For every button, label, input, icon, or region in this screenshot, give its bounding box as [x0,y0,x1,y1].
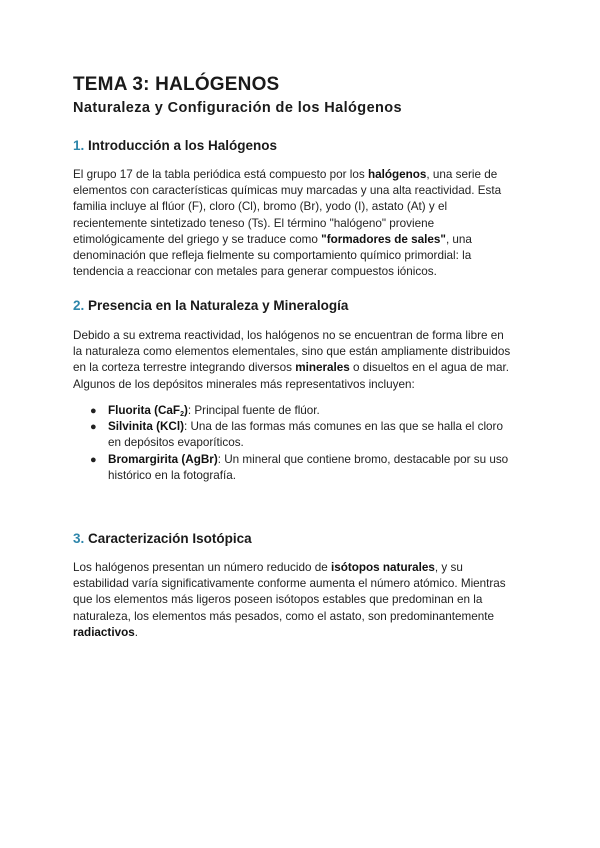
list-item: ● Bromargirita (AgBr): Un mineral que contiene bromo, destacable por su uso histórico en la fotografía. [90,452,509,482]
section-2-heading [73,297,348,315]
section-1-title: Introducción a los Halógenos [88,138,278,153]
bold-formadores: "formadores de sales" [321,232,446,246]
section-3-heading [73,530,252,548]
section-2-paragraph: Debido a su extrema reactividad, los halógenos no se encuentran de forma libre en la naturaleza como elementos elementales, sino que están ampliamente distribuidos en la corteza terrestre integrando diversos minerales o disueltos en el agua de mar. Algunos de los depósitos minerales más representativos incluyen: [73,329,511,391]
bullet-icon: ● [90,453,97,466]
bold-halogenos: halógenos [367,168,427,181]
section-3-paragraph: Los halógenos presentan un número reducido de isótopos naturales, y su estabilidad varía significativamente conforme aumenta el número atómico. Mientras que los elementos más ligeros poseen isótopos estables que predominan en la naturaleza, los elementos más pesados, como el astato, son predominantemente radiactivos. [73,561,506,639]
bold-radiactivos: radiactivos [73,625,135,639]
bold-isotopos: isótopos naturales [330,561,435,574]
page-subtitle: Naturaleza y Configuración de los Halógenos [73,100,403,116]
minerals-list [90,403,530,484]
section-3-number: 3. [73,531,85,546]
section-1-heading [73,137,277,155]
bullet-icon: ● [90,421,97,434]
section-1-paragraph: El grupo 17 de la tabla periódica está compuesto por los halógenos, una serie de elementos con características químicas muy marcadas y una alta reactividad. Esta familia incluye al flúor (F), cloro (Cl), bromo (Br), yodo (I), astato (At) y el recientemente sintetizado teneso (Ts). El término "halógeno" proviene etimológicamente del griego y se traduce como "formadores de sales", una denominación que refleja fielmente su comportamiento químico primordial: la tendencia a reaccionar con metales para generar compuestos iónicos. [73,168,502,279]
list-item: ● Fluorita (CaF$_2$): Principal fuente de flúor. [90,404,320,418]
section-2-number: 2. [73,298,85,313]
bold-minerales: minerales [295,361,350,375]
page-title: TEMA 3: HALÓGENOS [73,74,280,95]
list-item: ● Silvinita (KCl): Una de las formas más comunes en las que se halla el cloro en depósitos evaporíticos. [90,420,503,450]
bullet-icon: ● [90,405,97,417]
section-2-title: Presencia en la Naturaleza y Mineralogía [88,298,349,313]
section-1-number: 1. [73,138,85,153]
section-3-title: Caracterización Isotópica [88,531,252,546]
